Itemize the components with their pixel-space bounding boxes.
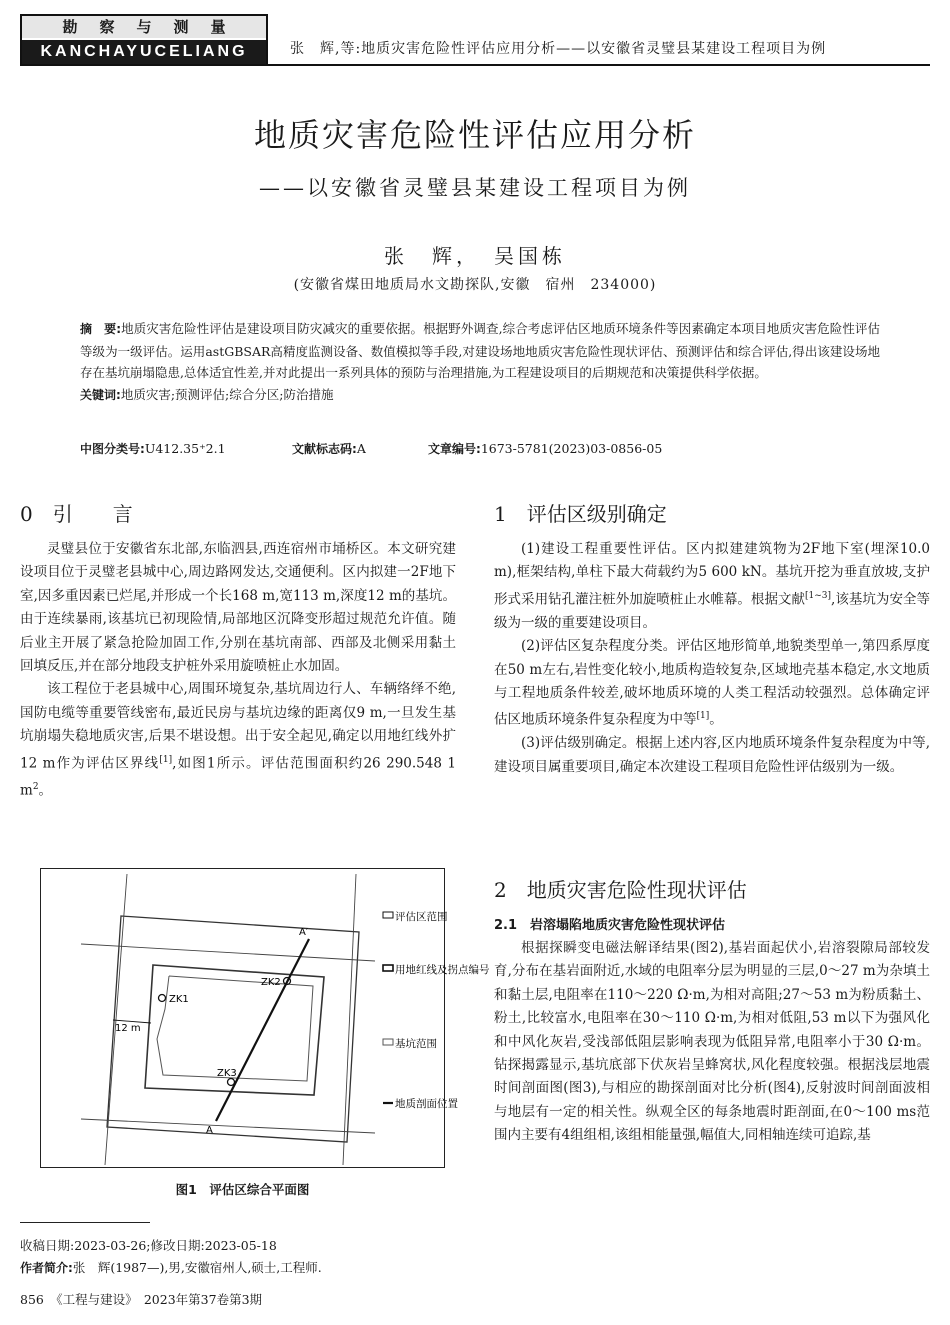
doc-code-value: A bbox=[356, 441, 366, 456]
footnote-dates: 收稿日期:2023-03-26;修改日期:2023-05-18 bbox=[20, 1238, 277, 1253]
legend-item-3 bbox=[395, 1037, 437, 1050]
subsection-2-1-heading: 2.1 岩溶塌陷地质灾害危险性现状评估 bbox=[494, 918, 726, 933]
legend-swatch-redline bbox=[383, 965, 393, 971]
paragraph bbox=[494, 635, 930, 732]
bio-text: 张 辉(1987—),男,安徽宿州人,硕士,工程师. bbox=[72, 1260, 322, 1275]
section-0-heading: 0 引 言 bbox=[20, 502, 133, 526]
keywords bbox=[80, 384, 880, 407]
paragraph: 根据探瞬变电磁法解译结果(图2),基岩面起伏小,岩溶裂隙局部较发育,分布在基岩面附近,水域的电阻率分层为明显的三层,0～27 m为杂填土和黏土层,电阻率在110～220 Ω·m,为相对高阻;27～53 m为粉质黏土、粉土,比较富水,电阻率在30～110 Ω·m,为相对低阻,53 m以下为强风化和中风化灰岩,受浅部低阻层影响表现为低阻异常,电阻率小于30 Ω·m。钻探揭露显示,基坑底部下伏灰岩呈蜂窝状,风化程度较强。根据浅层地震时间剖面图(图3),与相应的勘探剖面对比分析(图4),反射波时间剖面波相与地层有一定的相关性。纵观全区的每条地震时距剖面,在0～100 ms范围内主要有4组组相,该组相能量强,幅值大,同相轴连续可追踪,基 bbox=[494, 940, 930, 1144]
footnote-bio bbox=[20, 1258, 322, 1276]
paragraph-text: (1)建设工程重要性评估。区内拟建建筑物为2F地下室(埋深10.0 m),框架结构,单柱下最大荷载约为5 600 kN。基坑开挖为垂直放坡,支护形式采用钻孔灌注桩外加旋喷桩止水帷幕。根据文献 bbox=[494, 541, 930, 608]
keywords-text: 地质灾害;预测评估;综合分区;防治措施 bbox=[120, 386, 334, 402]
legend-text-4: 地质剖面位置 bbox=[395, 1098, 458, 1110]
label-zk3: ZK3 bbox=[217, 1068, 237, 1079]
legend-swatch-pit bbox=[383, 1039, 393, 1045]
legend-item-1 bbox=[395, 910, 448, 923]
legend-text-2: 用地红线及拐点编号 bbox=[395, 964, 490, 976]
classification-row bbox=[80, 440, 880, 457]
label-a: A bbox=[206, 1125, 213, 1136]
article-no-label: 文章编号: bbox=[428, 442, 481, 456]
abstract-label: 摘 要: bbox=[80, 322, 122, 336]
paragraph: (3)评估级别确定。根据上述内容,区内地质环境条件复杂程度为中等,建设项目属重要项目,确定本次建设工程项目危险性评估级别为一级。 bbox=[494, 735, 930, 775]
legend-text-1: 评估区范围 bbox=[395, 911, 448, 923]
section-2-heading: 2 地质灾害危险性现状评估 bbox=[494, 878, 747, 902]
section-0-body bbox=[20, 538, 456, 802]
paragraph-text: ,该基坑为安全等级为一级的重要建设项目。 bbox=[494, 591, 930, 631]
paragraph-text: ,如图1所示。评估范围面积约26 290.548 1 m bbox=[20, 755, 456, 799]
paragraph-text: (2)评估区复杂程度分类。评估区地形简单,地貌类型单一,第四系厚度在50 m左右,岩性变化较小,地质构造较复杂,区域地壳基本稳定,水文地质与工程地质条件较差,破坏地质环境的人类工程活动较强烈。总体确定评估区地质环境条件复杂程度为中等 bbox=[494, 638, 930, 728]
paragraph-text: 。 bbox=[38, 782, 53, 799]
citation: [1~3] bbox=[805, 590, 832, 601]
doc-code-label: 文献标志码: bbox=[292, 442, 357, 456]
legend-text-3: 基坑范围 bbox=[395, 1038, 437, 1050]
label-a-prime: A′ bbox=[299, 927, 309, 938]
superscript: 2 bbox=[32, 781, 39, 792]
figure-1-caption: 图1 评估区综合平面图 bbox=[175, 1182, 310, 1197]
borehole-zk3 bbox=[228, 1079, 235, 1086]
clc-label: 中图分类号: bbox=[80, 442, 145, 456]
pit-outline bbox=[157, 976, 313, 1081]
abstract bbox=[80, 318, 880, 406]
paragraph bbox=[20, 678, 456, 802]
footnote-rule bbox=[20, 1222, 150, 1223]
label-zk2: ZK2 bbox=[261, 977, 281, 988]
dimension-label: 12 m bbox=[115, 1023, 141, 1034]
authors: 张 辉， 吴国栋 bbox=[384, 244, 566, 268]
label-zk1: ZK1 bbox=[169, 994, 189, 1005]
header-rule bbox=[268, 64, 930, 66]
paragraph-text: 。 bbox=[709, 711, 723, 728]
paper-title: 地质灾害危险性评估应用分析 bbox=[253, 116, 696, 154]
borehole-zk1 bbox=[159, 995, 166, 1002]
figure-1 bbox=[40, 868, 490, 1168]
journal-name-cn: 勘察与测量 bbox=[22, 16, 266, 38]
site-plan-map bbox=[41, 869, 490, 1167]
bio-label: 作者简介: bbox=[20, 1261, 73, 1275]
legend-swatch-eval bbox=[383, 912, 393, 918]
paragraph: 灵璧县位于安徽省东北部,东临泗县,西连宿州市埇桥区。本文研究建设项目位于灵璧老县城中心,周边路网发达,交通便利。区内拟建一2F地下室,因多重因素已烂尾,并形成一个长168 m,宽113 m,深度12 m的基坑。由于连续暴雨,该基坑已初现险情,局部地区沉降变形超过规范允许值。随后业主开展了紧急抢险加固工作,分别在基坑南部、西部及北侧采用黏土回填反压,并在部分地段支护桩外采用旋喷桩止水加固。 bbox=[20, 541, 456, 675]
citation: [1] bbox=[696, 711, 710, 722]
paper-subtitle: ——以安徽省灵璧县某建设工程项目为例 bbox=[259, 176, 691, 200]
journal-name-en: KANCHAYUCELIANG bbox=[22, 40, 266, 64]
legend-item-2 bbox=[395, 963, 490, 976]
section-2-body bbox=[494, 937, 930, 1148]
keywords-label: 关键词: bbox=[80, 387, 121, 402]
page-footer: 856 《工程与建设》 2023年第37卷第3期 bbox=[20, 1292, 263, 1307]
grid-line bbox=[81, 1119, 375, 1133]
grid-line bbox=[81, 944, 375, 961]
running-title: 张 辉,等:地质灾害危险性评估应用分析——以安徽省灵璧县某建设工程项目为例 bbox=[290, 41, 827, 57]
paragraph-text: 该工程位于老县城中心,周围环境复杂,基坑周边行人、车辆络绎不绝,国防电缆等重要管线密布,最近民房与基坑边缘的距离仅9 m,一旦发生基坑崩塌失稳地质灾害,后果不堪设想。出于安全起见,确定以用地红线外扩12 m作为评估区界线 bbox=[20, 681, 456, 772]
affiliation: (安徽省煤田地质局水文勘探队,安徽 宿州 234000) bbox=[293, 277, 657, 293]
evaluation-boundary bbox=[107, 916, 359, 1142]
paragraph bbox=[494, 538, 930, 635]
section-1-heading: 1 评估区级别确定 bbox=[494, 502, 667, 526]
citation: [1] bbox=[159, 754, 173, 765]
article-no-value: 1673-5781(2023)03-0856-05 bbox=[480, 441, 663, 456]
clc-value: U412.35⁺2.1 bbox=[144, 441, 226, 456]
legend-item-4 bbox=[395, 1097, 458, 1110]
section-1-body bbox=[494, 538, 930, 779]
abstract-text: 地质灾害危险性评估是建设项目防灾减灾的重要依据。根据野外调查,综合考虑评估区地质环境条件等因素确定本项目地质灾害危险性评估等级为一级评估。运用astGBSAR高精度监测设备、数值模拟等手段,对建设场地地质灾害危险性现状评估、预测评估和综合评估,得出该建设场地存在基坑崩塌隐患,总体适宜性差,并对此提出一系列具体的预防与治理措施,为工程建设项目的后期规范和决策提供科学依据。 bbox=[80, 321, 880, 380]
